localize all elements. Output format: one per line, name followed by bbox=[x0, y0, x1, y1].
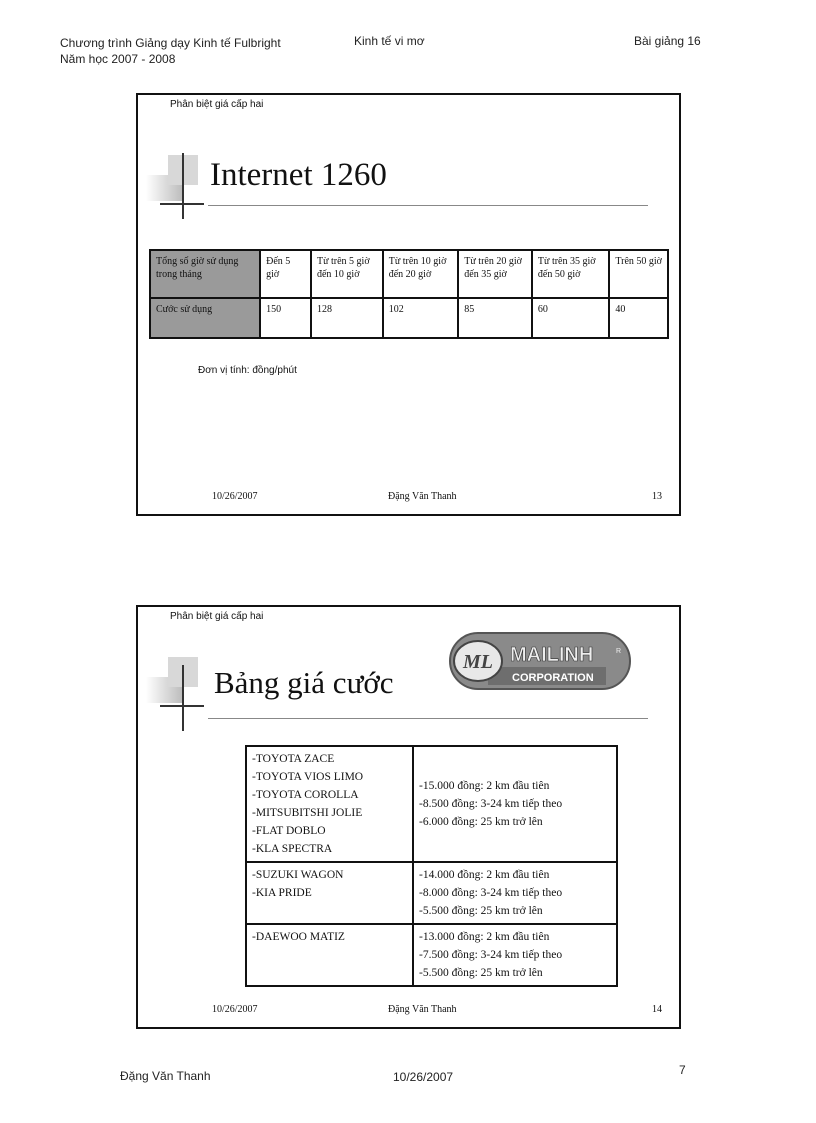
vehicle-item: -DAEWOO MATIZ bbox=[252, 931, 345, 943]
table-cell: 150 bbox=[260, 298, 311, 338]
logo-corp: CORPORATION bbox=[512, 672, 594, 684]
vehicle-item: -KIA PRIDE bbox=[252, 887, 312, 899]
title-rule bbox=[208, 718, 648, 719]
rate-item: -13.000 đồng: 2 km đầu tiên bbox=[419, 931, 550, 943]
title-decoration-line-v bbox=[182, 665, 184, 731]
unit-note: Đơn vị tính: đồng/phút bbox=[198, 365, 297, 376]
table-cell: Từ trên 5 giờ đến 10 giờ bbox=[311, 250, 383, 298]
fare-row-2 bbox=[246, 862, 617, 924]
table-cell: Đến 5 giờ bbox=[260, 250, 311, 298]
table-cell: Từ trên 20 giờ đến 35 giờ bbox=[458, 250, 532, 298]
slide-title: Bảng giá cước bbox=[214, 665, 394, 700]
vehicle-item: -SUZUKI WAGON bbox=[252, 869, 344, 881]
header-program: Chương trình Giảng dạy Kinh tế Fulbright bbox=[60, 36, 281, 50]
title-rule bbox=[208, 205, 648, 206]
slide-14 bbox=[136, 605, 681, 1029]
table-cell: Cước sử dụng bbox=[150, 298, 260, 338]
fare-rates bbox=[413, 924, 617, 986]
fare-row-1 bbox=[246, 746, 617, 862]
logo-mark: ML bbox=[463, 651, 493, 673]
fare-rates bbox=[413, 746, 617, 862]
table-cell: Từ trên 35 giờ đến 50 giờ bbox=[532, 250, 609, 298]
rate-item: -8.500 đồng: 3-24 km tiếp theo bbox=[419, 798, 563, 810]
rate-item: -5.500 đồng: 25 km trở lên bbox=[419, 905, 543, 917]
internet-price-table bbox=[149, 249, 669, 339]
title-decoration-line-h bbox=[160, 705, 204, 707]
rate-item: -14.000 đồng: 2 km đầu tiên bbox=[419, 869, 550, 881]
table-cell: Tổng số giờ sử dụng trong tháng bbox=[150, 250, 260, 298]
table-cell: Trên 50 giờ bbox=[609, 250, 668, 298]
table-cell: 40 bbox=[609, 298, 668, 338]
table-cell: 102 bbox=[383, 298, 459, 338]
fare-rates bbox=[413, 862, 617, 924]
vehicle-item: -KLA SPECTRA bbox=[252, 843, 333, 855]
title-decoration-line-v bbox=[182, 153, 184, 219]
slide-footer-page: 13 bbox=[652, 491, 662, 502]
rate-item: -5.500 đồng: 25 km trở lên bbox=[419, 967, 543, 979]
table-cell: 85 bbox=[458, 298, 532, 338]
rate-item: -8.000 đồng: 3-24 km tiếp theo bbox=[419, 887, 563, 899]
vehicle-item: -TOYOTA VIOS LIMO bbox=[252, 771, 364, 783]
fare-vehicles bbox=[246, 862, 413, 924]
vehicle-item: -MITSUBITSHI JOLIE bbox=[252, 807, 363, 819]
vehicle-item: -FLAT DOBLO bbox=[252, 825, 326, 837]
fare-vehicles bbox=[246, 924, 413, 986]
fare-vehicles bbox=[246, 746, 413, 862]
mailinh-logo bbox=[448, 631, 632, 691]
slide-footer-page: 14 bbox=[652, 1004, 662, 1015]
taxi-fare-table bbox=[245, 745, 618, 987]
table-cell: Từ trên 10 giờ đến 20 giờ bbox=[383, 250, 459, 298]
logo-brand: MAILINH bbox=[510, 644, 594, 666]
table-row-price bbox=[150, 298, 668, 338]
table-cell: 128 bbox=[311, 298, 383, 338]
page-number: 7 bbox=[679, 1063, 686, 1077]
rate-item: -6.000 đồng: 25 km trở lên bbox=[419, 816, 543, 828]
logo-registered: R bbox=[616, 648, 622, 655]
slide-subtitle: Phân biệt giá cấp hai bbox=[170, 611, 264, 622]
vehicle-item: -TOYOTA COROLLA bbox=[252, 789, 359, 801]
table-cell: 60 bbox=[532, 298, 609, 338]
slide-title: Internet 1260 bbox=[210, 157, 387, 193]
fare-row-3 bbox=[246, 924, 617, 986]
slide-13 bbox=[136, 93, 681, 516]
page-footer-author: Đặng Văn Thanh bbox=[120, 1069, 211, 1083]
header-lecture: Bài giảng 16 bbox=[634, 34, 701, 48]
slide-subtitle: Phân biệt giá cấp hai bbox=[170, 99, 264, 110]
header-course: Kinh tế vi mơ bbox=[354, 34, 425, 48]
rate-item: -7.500 đồng: 3-24 km tiếp theo bbox=[419, 949, 563, 961]
page-footer-date: 10/26/2007 bbox=[393, 1070, 454, 1084]
header-year: Năm học 2007 - 2008 bbox=[60, 52, 176, 66]
slide-footer-author: Đặng Văn Thanh bbox=[388, 1004, 457, 1015]
title-decoration-line-h bbox=[160, 203, 204, 205]
slide-footer-date: 10/26/2007 bbox=[212, 491, 258, 502]
slide-footer-author: Đặng Văn Thanh bbox=[388, 491, 457, 502]
slide-footer-date: 10/26/2007 bbox=[212, 1004, 258, 1015]
vehicle-item: -TOYOTA ZACE bbox=[252, 753, 335, 765]
table-row-hours bbox=[150, 250, 668, 298]
rate-item: -15.000 đồng: 2 km đầu tiên bbox=[419, 780, 550, 792]
